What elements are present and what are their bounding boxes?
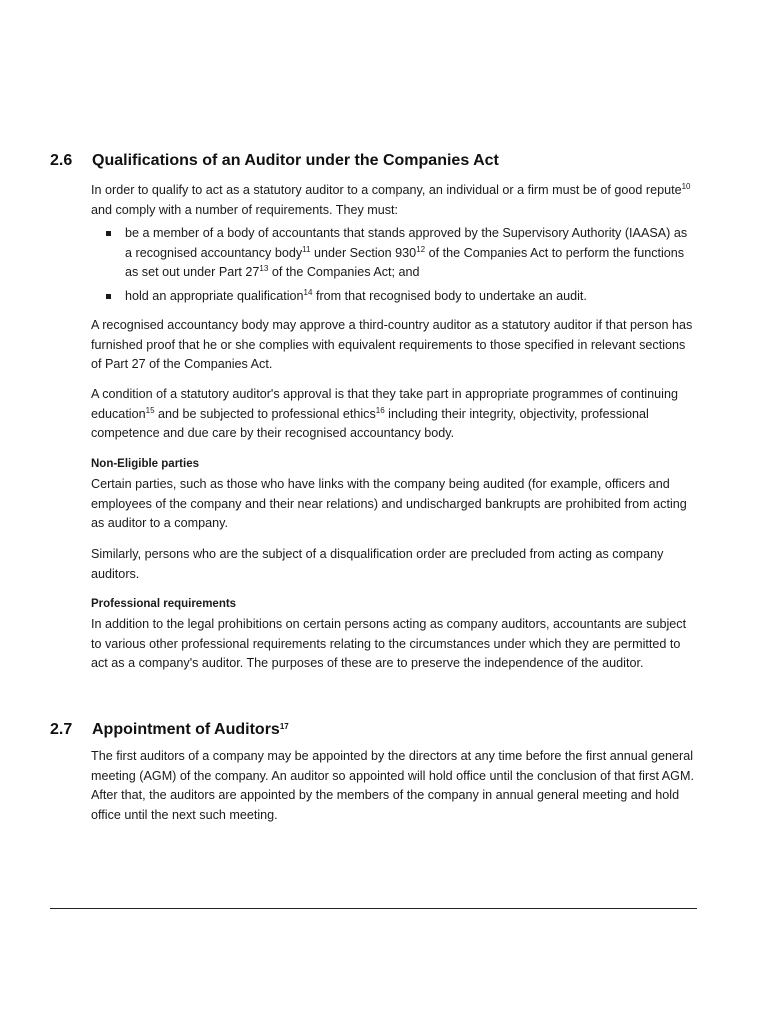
section-title: Appointment of Auditors (92, 721, 280, 738)
section-number: 2.6 (50, 152, 73, 169)
non-eligible-paragraph: Certain parties, such as those who have links with the company being audited (for example, officers and employees of the company and their near relations) and undischarged bankrupts are prohibited from acting as auditor to a company. (91, 477, 687, 530)
condition-text: A condition of a statutory auditor's approval is that they take part in appropriate programmes of continuing education (91, 387, 678, 421)
requirements-list (91, 224, 697, 306)
disqualification-paragraph: Similarly, persons who are the subject of a disqualification order are precluded from acting as company auditors. (91, 547, 664, 581)
square-bullet-icon (106, 294, 111, 299)
third-country-block (91, 316, 697, 375)
footnote-ref[interactable]: 16 (375, 405, 385, 415)
section-title: Qualifications of an Auditor under the Companies Act (92, 152, 499, 169)
bullet-text: hold an appropriate qualification (125, 288, 304, 303)
footnote-ref[interactable]: 11 (302, 244, 311, 254)
professional-heading: Professional requirements (91, 598, 237, 610)
intro-text-cont: and comply with a number of requirements. They must: (91, 202, 399, 217)
section-heading-2-6 (50, 152, 499, 170)
section-2-6-intro-block (91, 181, 697, 306)
section-number: 2.7 (50, 721, 73, 738)
footnote-ref[interactable]: 14 (303, 287, 313, 297)
bullet-text: of the Companies Act to perform the functions as set out under Part 27 (125, 245, 685, 279)
professional-paragraph: In addition to the legal prohibitions on certain persons acting as company auditors, accountants are subject to various other professional requirements relating to the circumstances under which they are permitted to act as a company's auditor. The purposes of these are to preserve the independence of the auditor. (91, 617, 687, 670)
bullet-text: be a member of a body of accountants that stands approved by the Supervisory Authority (IAASA) as a recognised accountancy body (125, 226, 688, 260)
non-eligible-block (91, 456, 697, 534)
intro-text: In order to qualify to act as a statutory auditor to a company, an individual or a firm must be of good repute (91, 183, 682, 197)
list-item (91, 287, 697, 307)
footer-divider (50, 908, 697, 909)
third-country-paragraph: A recognised accountancy body may approve a third-country auditor as a statutory auditor if that person has furnished proof that he or she complies with equivalent requirements to those specified in relevant sections of Part 27 of the Companies Act. (91, 318, 693, 371)
footnote-ref[interactable]: 17 (279, 722, 289, 731)
condition-text: including their integrity, objectivity, professional competence and due care by their recognised accountancy body. (91, 406, 649, 440)
condition-text: and be subjected to professional ethics (154, 406, 376, 421)
appointment-paragraph: The first auditors of a company may be appointed by the directors at any time before the first annual general meeting (AGM) of the company. An auditor so appointed will hold office until the conclusion of that first AGM. After that, the auditors are appointed by the members of the company in annual general meeting and hold office until the next such meeting. (91, 749, 694, 822)
list-item (91, 224, 697, 283)
bullet-text: of the Companies Act; and (268, 265, 420, 279)
condition-paragraph (91, 385, 697, 444)
section-heading-2-7 (50, 721, 289, 739)
disqualification-block (91, 545, 697, 584)
footnote-ref[interactable]: 12 (416, 244, 426, 254)
bullet-text: from that recognised body to undertake an audit. (312, 288, 587, 303)
non-eligible-heading: Non-Eligible parties (91, 458, 199, 470)
footnote-ref[interactable]: 13 (259, 264, 269, 273)
footnote-ref[interactable]: 10 (681, 182, 691, 191)
footnote-ref[interactable]: 15 (145, 405, 155, 415)
condition-block (91, 385, 697, 444)
professional-block (91, 596, 697, 674)
appointment-block (91, 747, 697, 825)
square-bullet-icon (106, 231, 111, 236)
bullet-text: under Section 930 (310, 245, 417, 260)
intro-paragraph (91, 181, 697, 220)
